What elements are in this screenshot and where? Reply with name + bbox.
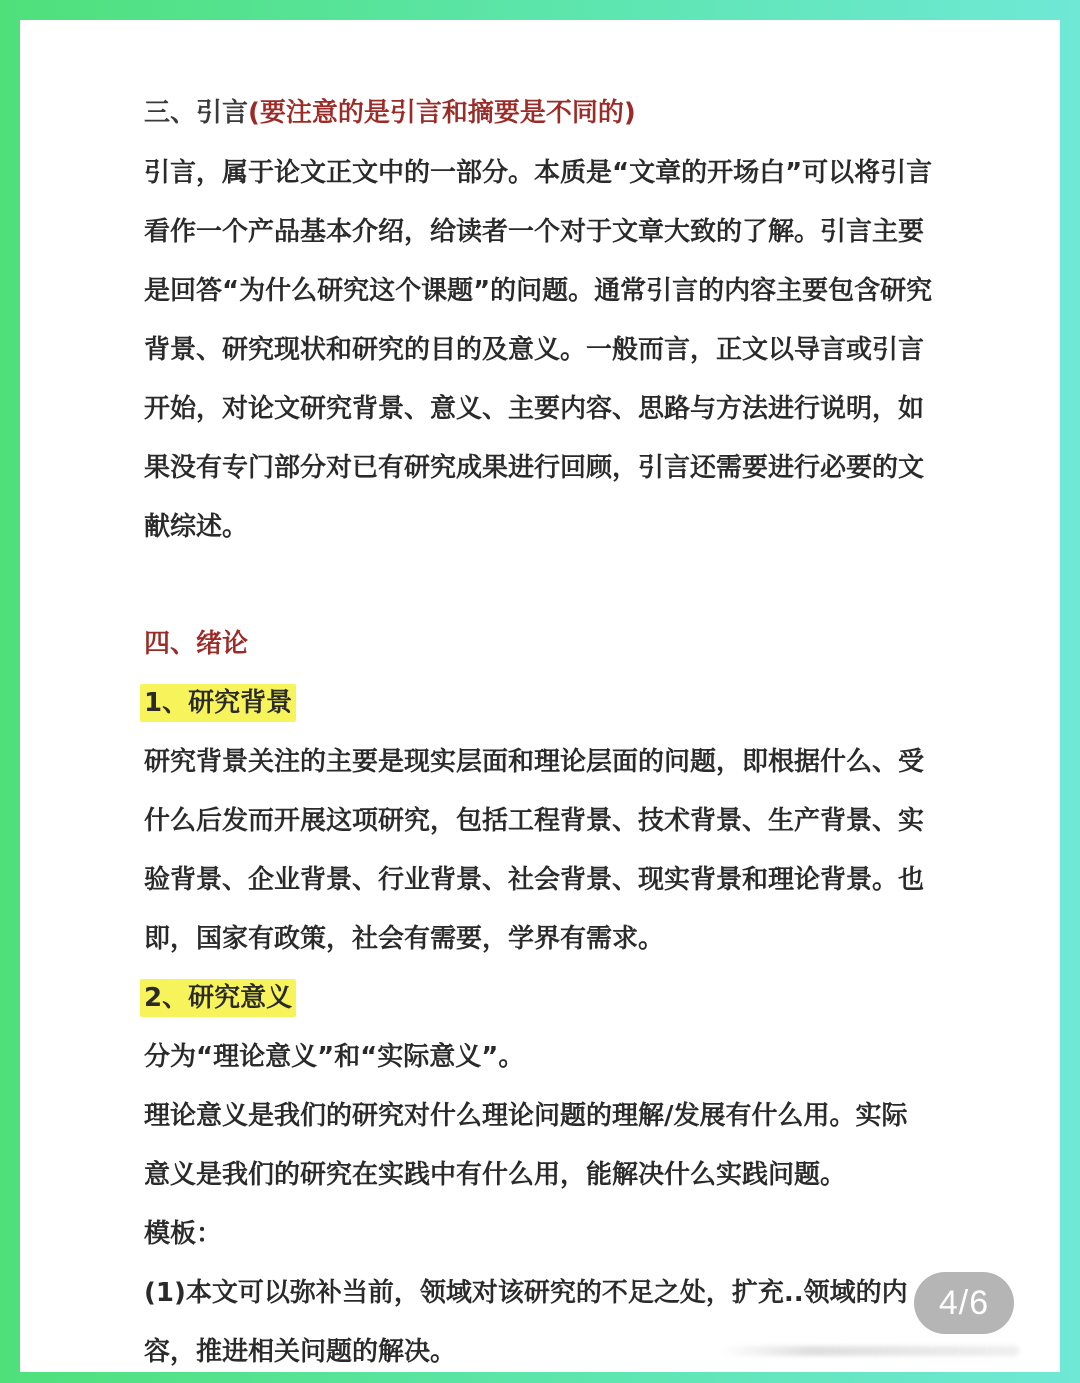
section-3-line: 背景、研究现状和研究的目的及意义。一般而言，正文以导言或引言 [144, 335, 925, 365]
subsection-2-line: 意义是我们的研究在实践中有什么用，能解决什么实践问题。 [144, 1160, 847, 1190]
subsection-1-title [144, 686, 296, 720]
subsection-1-line: 研究背景关注的主要是现实层面和理论层面的问题，即根据什么、受 [144, 747, 925, 777]
subsection-1-line: 什么后发而开展这项研究，包括工程背景、技术背景、生产背景、实 [144, 806, 925, 836]
subsection-2-title [144, 981, 296, 1015]
subsection-1-line: 即，国家有政策，社会有需要，学界有需求。 [144, 924, 665, 954]
document-page [20, 20, 1060, 1372]
subsection-1-line: 验背景、企业背景、行业背景、社会背景、现实背景和理论背景。也 [144, 865, 925, 895]
subsection-2-line: 分为“理论意义”和“实际意义”。 [144, 1042, 525, 1072]
section-3-line: 献综述。 [144, 512, 249, 542]
page-indicator[interactable]: 4/6 [914, 1272, 1014, 1334]
section-3-line: 是回答“为什么研究这个课题”的问题。通常引言的内容主要包含研究 [144, 276, 933, 306]
section-3-heading [144, 96, 636, 130]
section-3-heading-note: (要注意的是引言和摘要是不同的) [248, 98, 636, 128]
subsection-2-line: 容，推进相关问题的解决。 [144, 1337, 457, 1367]
section-3-line: 引言，属于论文正文中的一部分。本质是“文章的开场白”可以将引言 [144, 158, 933, 188]
section-4-heading: 四、绪论 [144, 629, 249, 659]
subsection-2-line: 理论意义是我们的研究对什么理论问题的理解/发展有什么用。实际 [144, 1101, 908, 1131]
faded-watermark [720, 1346, 1020, 1356]
section-3-line: 开始，对论文研究背景、意义、主要内容、思路与方法进行说明，如 [144, 394, 925, 424]
subsection-2-line: 模板： [144, 1219, 223, 1249]
section-3-line: 看作一个产品基本介绍，给读者一个对于文章大致的了解。引言主要 [144, 217, 925, 247]
section-3-heading-prefix: 三、引言 [144, 98, 249, 128]
section-3-line: 果没有专门部分对已有研究成果进行回顾，引言还需要进行必要的文 [144, 453, 925, 483]
highlighted-subtitle: 2、研究意义 [140, 979, 296, 1017]
subsection-2-line: (1)本文可以弥补当前，领域对该研究的不足之处，扩充..领域的内 [144, 1278, 908, 1308]
highlighted-subtitle: 1、研究背景 [140, 684, 296, 722]
